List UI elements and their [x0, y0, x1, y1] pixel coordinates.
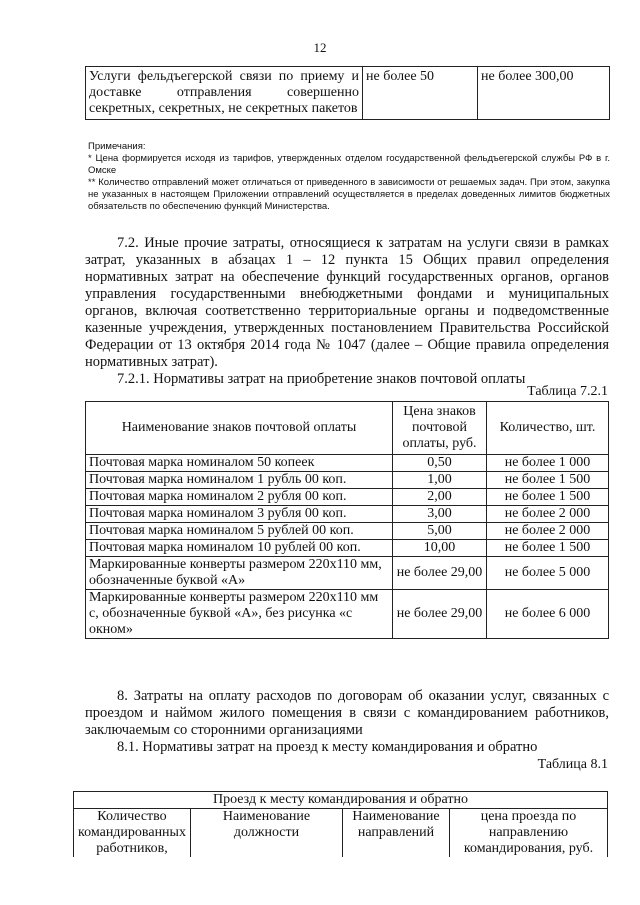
- table-row: [86, 472, 609, 489]
- envelope-qty: не более 6 000: [487, 590, 609, 639]
- page-number: 12: [313, 40, 327, 55]
- envelope-qty: не более 5 000: [487, 557, 609, 590]
- note-item: * Цена формируется исходя из тарифов, утвержденных отделом государственной фельдъегерской службы РФ в г. Омске: [88, 153, 610, 176]
- table-row: [86, 590, 609, 639]
- service-name-cell: Услуги фельдъегерской связи по приему и доставке отправления совершенно секретных, секретных, не секретных пакетов: [86, 67, 363, 120]
- stamp-name: Почтовая марка номиналом 1 рубль 00 коп.: [86, 472, 393, 489]
- stamp-qty: не более 1 500: [487, 472, 609, 489]
- travel-table: [73, 791, 608, 857]
- header-direction: Наименование направлений: [343, 809, 450, 858]
- note-item: ** Количество отправлений может отличаться от приведенного в зависимости от решаемых задач. При этом, закупка не указанных в настоящем Приложении отправлений осуществляется в пределах доведенных лимитов бюджетных обязательств по обеспечению функций Министерства.: [88, 177, 610, 212]
- table-row: [86, 523, 609, 540]
- table-row: [86, 506, 609, 523]
- section-8: [85, 688, 609, 756]
- table-row: [86, 489, 609, 506]
- table-row: [86, 540, 609, 557]
- table-8-1-caption: Таблица 8.1: [537, 757, 608, 772]
- envelope-name: Маркированные конверты размером 220х110 мм с, обозначенные буквой «А», без рисунка «с окном»: [86, 590, 393, 639]
- quantity-cell: не более 50: [363, 67, 478, 120]
- stamp-price: 0,50: [393, 455, 487, 472]
- table-header-row: [74, 809, 608, 858]
- section-8-text: 8. Затраты на оплату расходов по договорам об оказании услуг, связанных с проездом и наймом жилого помещения в связи с командированием работников, заключаемым со сторонними организациями: [85, 688, 609, 738]
- stamp-name: Почтовая марка номиналом 3 рубля 00 коп.: [86, 506, 393, 523]
- stamp-name: Почтовая марка номиналом 50 копеек: [86, 455, 393, 472]
- header-qty: Количество, шт.: [487, 402, 609, 455]
- header-name: Наименование знаков почтовой оплаты: [86, 402, 393, 455]
- stamp-qty: не более 1 500: [487, 489, 609, 506]
- stamp-name: Почтовая марка номиналом 10 рублей 00 коп.: [86, 540, 393, 557]
- table-7-2-1-caption: Таблица 7.2.1: [527, 384, 608, 399]
- stamp-name: Почтовая марка номиналом 5 рублей 00 коп.: [86, 523, 393, 540]
- stamp-qty: не более 1 500: [487, 540, 609, 557]
- header-price: Цена знаков почтовой оплаты, руб.: [393, 402, 487, 455]
- table-row: [86, 557, 609, 590]
- stamp-price: 10,00: [393, 540, 487, 557]
- travel-table-title: Проезд к месту командирования и обратно: [74, 792, 608, 809]
- stamp-name: Почтовая марка номиналом 2 рубля 00 коп.: [86, 489, 393, 506]
- courier-services-table: [85, 66, 610, 120]
- section-8-1-heading: 8.1. Нормативы затрат на проезд к месту командирования и обратно: [117, 739, 538, 755]
- notes-block: [88, 141, 610, 213]
- stamp-price: 3,00: [393, 506, 487, 523]
- stamp-price: 1,00: [393, 472, 487, 489]
- table-header-row: [86, 402, 609, 455]
- stamp-qty: не более 1 000: [487, 455, 609, 472]
- stamp-qty: не более 2 000: [487, 523, 609, 540]
- section-7-2-1-heading: 7.2.1. Нормативы затрат на приобретение знаков почтовой оплаты: [117, 371, 526, 387]
- stamp-price: 5,00: [393, 523, 487, 540]
- envelope-name: Маркированные конверты размером 220х110 мм, обозначенные буквой «А»: [86, 557, 393, 590]
- notes-title: Примечания:: [88, 141, 146, 152]
- header-employees: Количество командированных работников,: [74, 809, 191, 858]
- envelope-price: не более 29,00: [393, 590, 487, 639]
- table-row: [86, 455, 609, 472]
- envelope-price: не более 29,00: [393, 557, 487, 590]
- stamp-price: 2,00: [393, 489, 487, 506]
- section-7-2-text: 7.2. Иные прочие затраты, относящиеся к затратам на услуги связи в рамках затрат, указанных в абзацах 1 – 12 пункта 15 Общих правил определения нормативных затрат на обеспечение функций государственных органов, органов управления государственными внебюджетными фондами и муниципальных органов, включая соответственно территориальные органы и подведомственные казенные учреждения, утвержденных постановлением Правительства Российской Федерации от 13 октября 2014 года № 1047 (далее – Общие правила определения нормативных затрат).: [85, 235, 609, 370]
- table-row: [86, 67, 610, 120]
- table-header-row: [74, 792, 608, 809]
- price-cell: не более 300,00: [478, 67, 610, 120]
- stamp-qty: не более 2 000: [487, 506, 609, 523]
- header-position: Наименование должности: [191, 809, 343, 858]
- header-price: цена проезда по направлению командирования, руб.: [450, 809, 608, 858]
- postage-table: [85, 401, 609, 639]
- section-7-2: [85, 235, 609, 388]
